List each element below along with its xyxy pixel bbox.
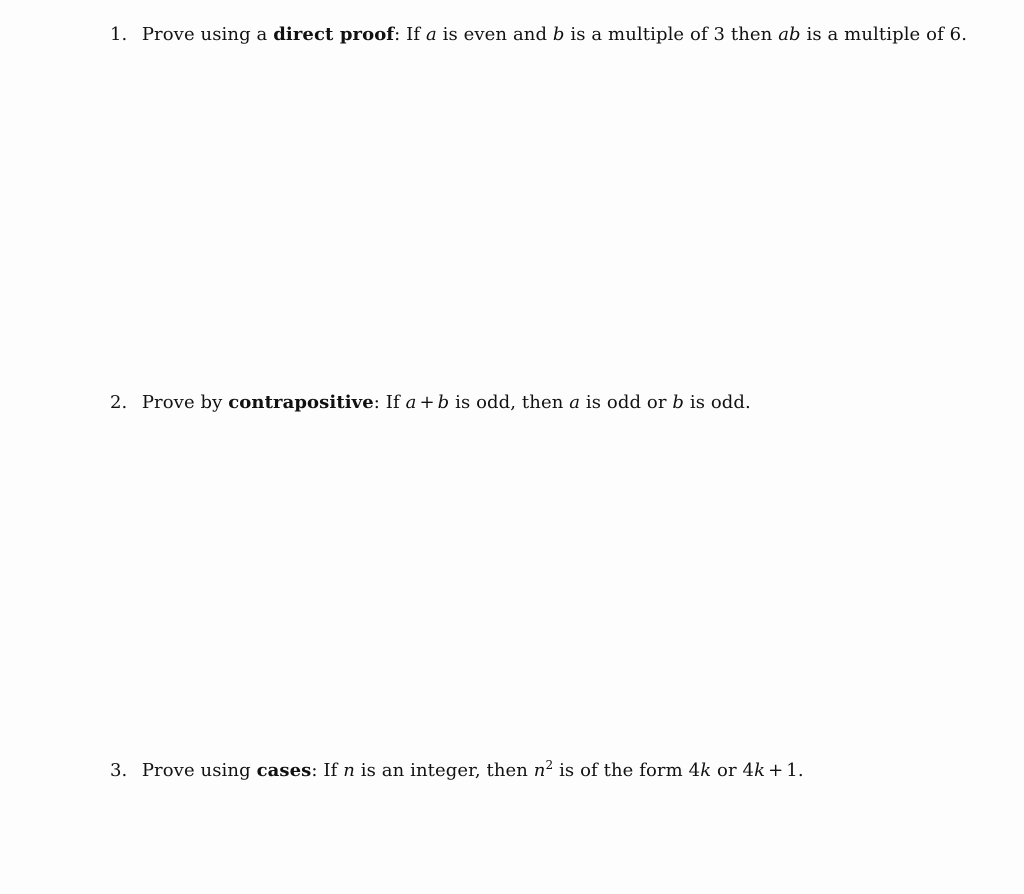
problem-2 xyxy=(110,391,751,415)
math-constant: 4 xyxy=(688,760,701,781)
math-operator: + xyxy=(768,760,784,781)
statement-text: If xyxy=(385,392,400,413)
proof-method: direct proof xyxy=(273,24,395,45)
math-variable: b xyxy=(672,392,685,413)
math-variable: n xyxy=(343,760,355,781)
problem-number: 3. xyxy=(110,760,128,781)
colon: : xyxy=(373,392,380,413)
math-operator: + xyxy=(419,392,435,413)
math-variable: k xyxy=(700,760,712,781)
problem-3 xyxy=(110,759,804,783)
statement-text: or xyxy=(717,760,737,781)
math-variable: a xyxy=(405,392,417,413)
problem-number: 1. xyxy=(110,24,128,45)
math-variable: ab xyxy=(778,24,801,45)
statement-text: is a multiple of 6. xyxy=(806,24,968,45)
math-variable: n xyxy=(533,760,546,781)
math-variable: a xyxy=(569,392,581,413)
statement-text: If xyxy=(406,24,421,45)
problem-intro: Prove using xyxy=(141,760,251,781)
statement-text: is odd or xyxy=(585,392,667,413)
statement-text: is odd, then xyxy=(455,392,564,413)
math-exponent: 2 xyxy=(545,758,554,772)
statement-text: . xyxy=(797,760,804,781)
math-constant: 1 xyxy=(786,760,798,781)
math-variable: b xyxy=(552,24,565,45)
statement-text: is a multiple of 3 then xyxy=(570,24,773,45)
math-constant: 4 xyxy=(742,760,755,781)
problem-intro: Prove by xyxy=(141,392,223,413)
math-variable: a xyxy=(425,24,437,45)
statement-text: is an integer, then xyxy=(360,760,528,781)
math-variable: b xyxy=(437,392,450,413)
statement-text: is even and xyxy=(442,24,548,45)
statement-text: is of the form xyxy=(559,760,683,781)
proof-method: contrapositive xyxy=(228,392,374,413)
colon: : xyxy=(311,760,318,781)
problem-intro: Prove using a xyxy=(141,24,268,45)
math-variable: k xyxy=(754,760,766,781)
problem-1 xyxy=(110,23,967,47)
proof-method: cases xyxy=(256,760,312,781)
problem-number: 2. xyxy=(110,392,128,413)
statement-text: is odd. xyxy=(689,392,751,413)
colon: : xyxy=(394,24,401,45)
statement-text: If xyxy=(323,760,338,781)
